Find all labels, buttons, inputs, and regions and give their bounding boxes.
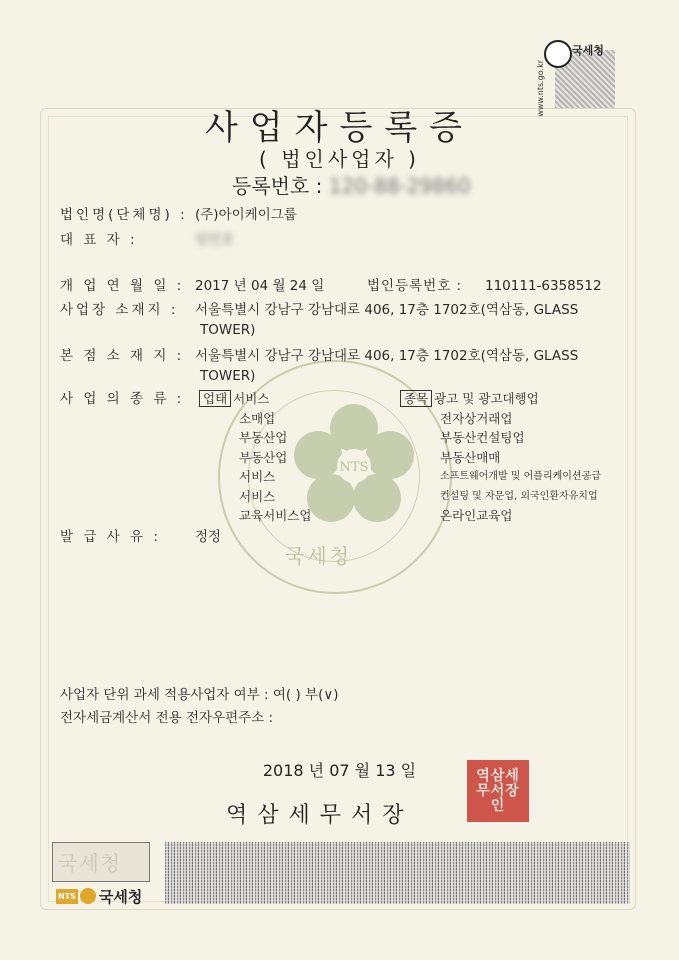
business-item: 부동산컨설팅업 (440, 430, 525, 445)
corp-reg-label: 법인등록번호 : (367, 278, 463, 294)
issue-date: 2018 년 07 월 13 일 (262, 761, 417, 780)
nts-logo-word: 국세청 (98, 887, 143, 906)
open-date-label: 개 업 연 월 일 : (60, 278, 185, 294)
unit-tax-line: 사업자 단위 과세 적용사업자 여부 : 여( ) 부(∨) (60, 687, 339, 703)
biz-type-row (60, 389, 195, 409)
business-item: 전자상거래업 (440, 410, 513, 426)
faded-box-text: 국세청 (58, 851, 122, 875)
item-tag: 종목 (400, 390, 432, 407)
category-tag: 업태 (199, 390, 231, 407)
category-item: 서비스 (233, 391, 270, 406)
biz-addr-label: 사업장 소재지 : (60, 302, 179, 318)
corp-name-value: (주)아이케이그룹 (195, 207, 297, 223)
issue-reason-label: 발 급 사 유 : (60, 529, 161, 545)
rep-label: 대 표 자 : (60, 232, 138, 248)
category-item: 소매업 (239, 410, 276, 426)
watermark-center-text: NTS (339, 460, 369, 475)
biz-address-row (60, 300, 578, 320)
side-url: www.nts.go.kr (536, 60, 545, 117)
category-item: 부동산업 (239, 430, 288, 445)
reg-no-label: 등록번호 : (232, 174, 323, 198)
open-date-row (60, 276, 602, 296)
business-item-column (400, 389, 601, 526)
hq-addr-value-2: TOWER) (200, 368, 256, 384)
top-logo-label: 국세청 (572, 44, 604, 57)
email-line: 전자세금계산서 전용 전자우편주소 : (60, 710, 274, 726)
category-row-1 (199, 389, 311, 409)
seal-text: 역삼세무서장인 (476, 767, 520, 814)
category-item: 교육서비스업 (239, 508, 312, 523)
representative-row (60, 230, 234, 250)
reg-no-value: 120-88-29860 (328, 174, 471, 198)
category-item: 부동산업 (239, 449, 288, 465)
hq-addr-value-1: 서울특별시 강남구 강남대로 406, 17층 1702호(역삼동, GLASS (195, 348, 579, 364)
certificate-subtitle: ( 법인사업자 ) (259, 147, 420, 171)
nts-logo (56, 884, 152, 908)
business-category-column (199, 389, 311, 526)
registration-number (232, 170, 470, 199)
biz-addr-value-2: TOWER) (200, 322, 256, 338)
nts-flower-icon (80, 888, 96, 904)
category-item: 서비스 (239, 469, 276, 484)
category-item: 서비스 (239, 488, 276, 504)
issue-reason-row (60, 527, 221, 547)
nts-seal-icon (544, 40, 572, 68)
open-date-value: 2017 년 04 월 24 일 (195, 278, 325, 294)
business-item: 광고 및 광고대행업 (434, 391, 539, 406)
corp-name-label: 법인명(단체명) : (60, 207, 188, 223)
biz-type-label: 사 업 의 종 류 : (60, 391, 185, 407)
hq-address-row (60, 346, 578, 366)
hq-addr-label: 본 점 소 재 지 : (60, 348, 185, 364)
business-item: 컨설팅 및 자문업, 외국인환자유치업 (440, 490, 598, 502)
official-seal (467, 760, 529, 822)
nts-badge: NTS (56, 889, 78, 904)
issue-reason-value: 정정 (195, 529, 222, 545)
certificate-title: 사업자등록증 (204, 108, 475, 148)
item-row-1 (400, 389, 601, 409)
issuing-office: 역삼세무서장 (226, 803, 414, 828)
security-pattern-bar (165, 842, 630, 904)
corp-name-row (60, 205, 297, 225)
corp-reg-value: 110111-6358512 (485, 278, 602, 294)
biz-addr-value-1: 서울특별시 강남구 강남대로 406, 17층 1702호(역삼동, GLASS (195, 302, 579, 318)
rep-value: 임민호 (195, 232, 235, 248)
business-item: 온라인교육업 (440, 508, 513, 523)
business-item: 부동산매매 (440, 449, 501, 465)
watermark-bottom-text: 국세청 (285, 544, 352, 568)
business-item: 소프트웨어개발 및 어플리케이션공급 (440, 471, 601, 482)
